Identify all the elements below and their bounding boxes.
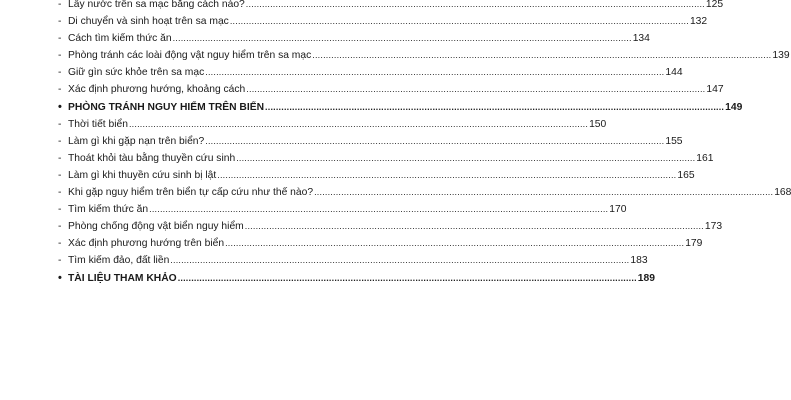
dot-leader: .......................................................................................................................................................................... (229, 16, 689, 27)
toc-entry (58, 201, 627, 218)
toc-section-heading (58, 99, 743, 116)
toc-title: Phòng chống động vật biển nguy hiểm (68, 221, 244, 233)
toc-marker: - (58, 169, 62, 181)
toc-entry (58, 235, 703, 252)
toc-marker: - (58, 255, 62, 267)
toc-marker: - (58, 50, 62, 62)
toc-page-number: 132 (689, 16, 708, 28)
toc-entry (58, 81, 724, 98)
toc-title: Làm gì khi gặp nạn trên biển? (68, 135, 205, 147)
toc-page-number: 189 (637, 272, 655, 284)
toc-bullet: • (58, 100, 62, 113)
toc-section-title: PHÒNG TRÁNH NGUY HIỂM TRÊN BIỂN (68, 101, 265, 113)
dot-leader: .......................................................................................................................................................................... (265, 101, 725, 112)
toc-page-number: 173 (704, 221, 723, 233)
toc-bullet: • (58, 271, 62, 284)
toc-title: Di chuyển và sinh hoạt trên sa mạc (68, 16, 229, 28)
toc-page-number: 179 (685, 238, 703, 250)
dot-leader: .......................................................................................................................................................................... (205, 67, 665, 78)
toc-section-heading (58, 270, 655, 287)
toc-page-number: 150 (589, 118, 607, 130)
toc-marker: - (58, 84, 62, 96)
table-of-contents (58, 0, 791, 287)
dot-leader: .......................................................................................................................................................................... (312, 50, 772, 61)
toc-title: Thời tiết biển (68, 118, 128, 130)
toc-marker: - (58, 67, 62, 79)
toc-page-number: 168 (774, 187, 791, 199)
toc-title: Xác định phương hướng trên biển (68, 238, 225, 250)
toc-entry (58, 252, 648, 269)
toc-entry (58, 13, 708, 30)
toc-page-number: 183 (630, 255, 648, 267)
toc-page-number: 170 (609, 204, 627, 216)
dot-leader: .......................................................................................................................................................................... (172, 33, 632, 44)
toc-page-number: 125 (705, 0, 724, 10)
toc-page-number: 134 (632, 33, 650, 45)
toc-page-number: 165 (677, 169, 695, 181)
toc-title: Giữ gìn sức khỏe trên sa mạc (68, 67, 205, 79)
toc-title: Lấy nước trên sa mạc bằng cách nào? (68, 0, 245, 10)
toc-entry (58, 116, 607, 133)
toc-title: Thoát khỏi tàu bằng thuyền cứu sinh (68, 152, 236, 164)
dot-leader: .......................................................................................................................................................................... (236, 152, 696, 163)
toc-entry (58, 64, 683, 81)
toc-entry (58, 218, 723, 235)
toc-page-number: 139 (772, 50, 790, 62)
toc-marker: - (58, 33, 62, 45)
toc-entry (58, 150, 714, 167)
dot-leader: .......................................................................................................................................................................... (170, 255, 630, 266)
dot-leader: .......................................................................................................................................................................... (217, 169, 677, 180)
toc-title: Xác định phương hướng, khoảng cách (68, 84, 246, 96)
toc-page-number: 144 (665, 67, 683, 79)
toc-title: Phòng tránh các loài động vật nguy hiểm trên sa mạc (68, 50, 312, 62)
toc-entry (58, 47, 790, 64)
toc-page-number: 155 (665, 135, 683, 147)
toc-marker: - (58, 135, 62, 147)
dot-leader: .......................................................................................................................................................................... (244, 221, 704, 232)
toc-title: Tìm kiếm đảo, đất liền (68, 255, 170, 267)
toc-title: Cách tìm kiếm thức ăn (68, 33, 172, 45)
toc-entry (58, 0, 724, 13)
dot-leader: .......................................................................................................................................................................... (225, 238, 685, 249)
toc-title: Làm gì khi thuyền cứu sinh bị lật (68, 169, 217, 181)
dot-leader: .......................................................................................................................................................................... (128, 118, 589, 129)
toc-marker: - (58, 221, 62, 233)
toc-marker: - (58, 187, 62, 199)
toc-title: Khi gặp nguy hiểm trên biển tự cấp cứu như thế nào? (68, 187, 314, 199)
toc-marker: - (58, 0, 62, 10)
dot-leader: .......................................................................................................................................................................... (177, 272, 637, 283)
toc-marker: - (58, 204, 62, 216)
toc-entry (58, 167, 695, 184)
dot-leader: .......................................................................................................................................................................... (149, 204, 609, 215)
toc-entry (58, 30, 650, 47)
dot-leader: .......................................................................................................................................................................... (246, 84, 706, 95)
toc-marker: - (58, 152, 62, 164)
dot-leader: .......................................................................................................................................................................... (314, 187, 774, 198)
toc-marker: - (58, 238, 62, 250)
toc-marker: - (58, 16, 62, 28)
dot-leader: .......................................................................................................................................................................... (245, 0, 705, 9)
toc-entry (58, 184, 791, 201)
toc-entry (58, 133, 683, 150)
toc-page-number: 149 (725, 101, 743, 113)
dot-leader: .......................................................................................................................................................................... (205, 135, 665, 146)
toc-marker: - (58, 118, 62, 130)
toc-title: Tìm kiếm thức ăn (68, 204, 149, 216)
toc-section-title: TÀI LIỆU THAM KHẢO (68, 272, 177, 284)
toc-page-number: 147 (706, 84, 724, 96)
toc-page-number: 161 (696, 152, 714, 164)
